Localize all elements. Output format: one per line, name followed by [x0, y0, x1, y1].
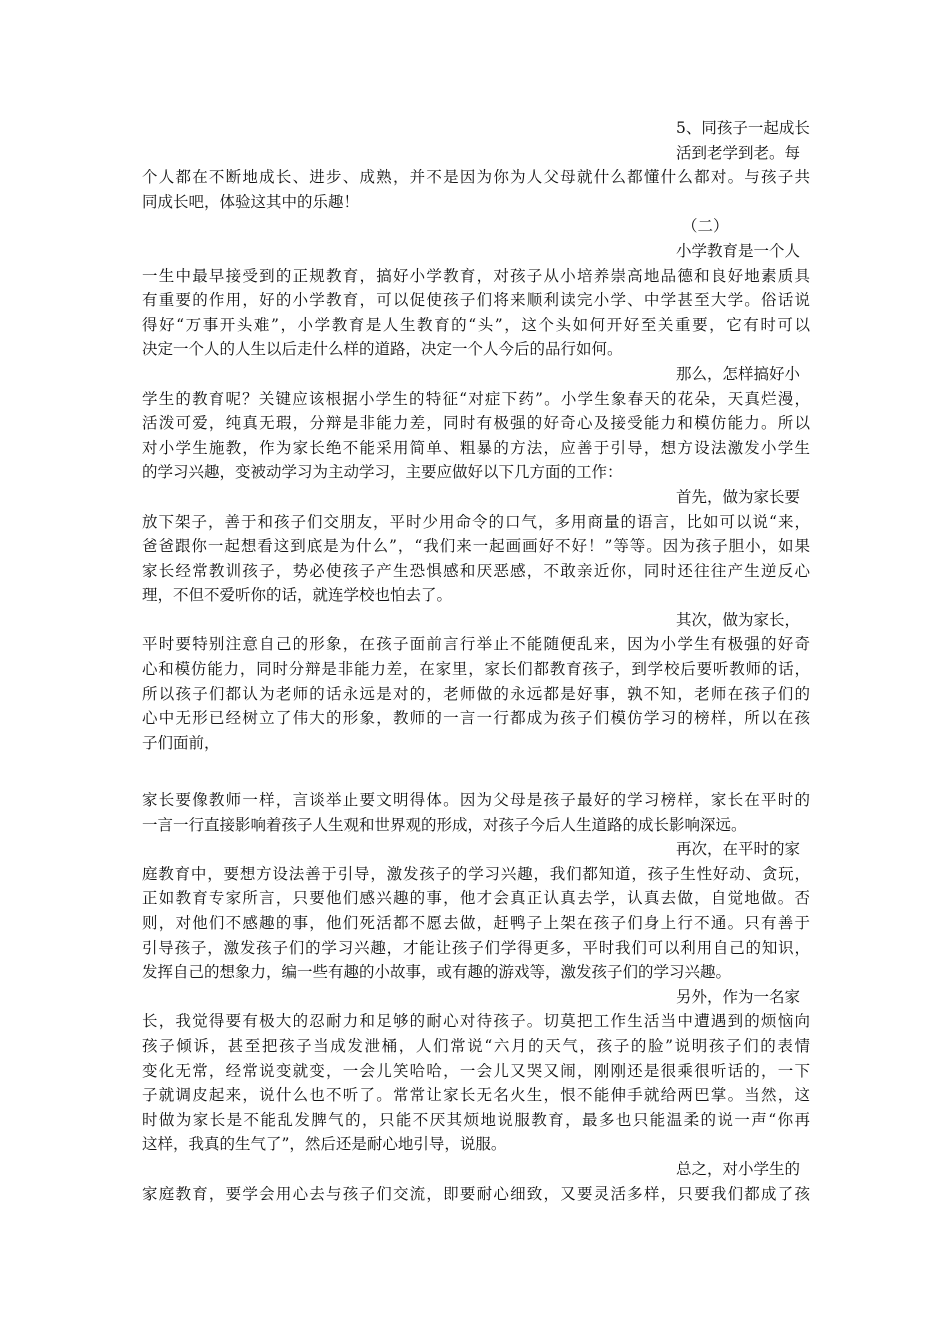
text-line: 决定一个人的人生以后走什么样的道路，决定一个人今后的品行如何。	[142, 340, 623, 359]
text-line: 有重要的作用，好的小学教育，可以促使孩子们将来顺利读完小学、中学甚至大学。俗话说	[142, 291, 810, 310]
text-line: 变化无常，经常说变就变，一会儿笑哈哈，一会儿又哭又闹，刚刚还是很乘很听话的，一下	[142, 1061, 810, 1080]
text-line: 首先，做为家长要	[676, 487, 801, 506]
text-line: 庭教育中，要想方设法善于引导，激发孩子的学习兴趣，我们都知道，孩子生性好动、贪玩，	[142, 864, 810, 883]
text-line: 这样，我真的生气了”，然后还是耐心地引导，说服。	[142, 1135, 507, 1154]
text-line: 另外，作为一名家	[676, 987, 801, 1006]
text-line: 子们面前，	[142, 733, 220, 752]
text-line: 爸爸跟你一起想看这到底是为什么”，“我们来一起画画好不好！”等等。因为孩子胆小，如果	[142, 537, 810, 556]
text-line: 子就调皮起来，说什么也不听了。常常让家长无名火生，恨不能伸手就给两巴掌。当然，这	[142, 1086, 810, 1105]
text-line: 发挥自己的想象力，编一些有趣的小故事，或有趣的游戏等，激发孩子们的学习兴趣。	[142, 963, 732, 982]
text-block-1	[142, 116, 810, 755]
text-line: 则，对他们不感趣的事，他们死活都不愿去做，赶鸭子上架在孩子们身上行不通。只有善于	[142, 913, 810, 932]
text-line: 对小学生施教，作为家长绝不能采用简单、粗暴的方法，应善于引导，想方设法激发小学生	[142, 438, 810, 457]
text-line: 再次，在平时的家	[676, 840, 801, 859]
text-line: 放下架子，善于和孩子们交朋友，平时少用命令的口气，多用商量的语言，比如可以说“来，	[142, 512, 810, 531]
text-line: 所以孩子们都认为老师的话永远是对的，老师做的永远都是好事，孰不知，老师在孩子们的	[142, 684, 810, 703]
text-line: 平时要特别注意自己的形象，在孩子面前言行举止不能随便乱来，因为小学生有极强的好奇	[142, 635, 810, 654]
text-line: 小学教育是一个人	[676, 241, 801, 260]
text-line: 时做为家长是不能乱发脾气的，只能不厌其烦地说服教育，最多也只能温柔的说一声“你再	[142, 1110, 810, 1129]
text-line: 总之，对小学生的	[676, 1159, 801, 1178]
text-line: 同成长吧，体验这其中的乐趣！	[142, 192, 360, 211]
text-line: 孩子倾诉，甚至把孩子当成发泄桶，人们常说“六月的天气，孩子的脸”说明孩子们的表情	[142, 1036, 810, 1055]
text-line: 引导孩子，激发孩子们的学习兴趣，才能让孩子们学得更多，平时我们可以利用自己的知识，	[142, 938, 810, 957]
text-line: 个人都在不断地成长、进步、成熟，并不是因为你为人父母就什么都懂什么都对。与孩子共	[142, 168, 810, 187]
text-line: 那么，怎样搞好小	[676, 364, 801, 383]
text-line: 活泼可爱，纯真无瑕，分辩是非能力差，同时有极强的好奇心及接受能力和模仿能力。所以	[142, 414, 810, 433]
text-line: 活到老学到老。每	[676, 143, 801, 162]
text-line: 理，不但不爱听你的话，就连学校也怕去了。	[142, 586, 453, 605]
text-line: 其次，做为家长，	[676, 610, 801, 629]
text-line: 长，我觉得要有极大的忍耐力和足够的耐心对待孩子。切莫把工作生活当中遭遇到的烦恼向	[142, 1012, 810, 1031]
text-line: 学生的教育呢？关键应该根据小学生的特征“对症下药”。小学生象春天的花朵，天真烂漫，	[142, 389, 810, 408]
text-line: 心和模仿能力，同时分辩是非能力差，在家里，家长们都教育孩子，到学校后要听教师的话，	[142, 660, 810, 679]
text-line: 家长经常教训孩子，势必使孩子产生恐惧感和厌恶感，不敢亲近你，同时还往往产生逆反心	[142, 561, 810, 580]
text-line: 家庭教育，要学会用心去与孩子们交流，即要耐心细致，又要灵活多样，只要我们都成了孩	[142, 1184, 810, 1203]
text-line: 一生中最早接受到的正规教育，搞好小学教育，对孩子从小培养崇高地品德和良好地素质具	[142, 266, 810, 285]
text-line: 正如教育专家所言，只要他们感兴趣的事，他才会真正认真去学，认真去做，自觉地做。否	[142, 889, 810, 908]
text-line: 家长要像教师一样，言谈举止要文明得体。因为父母是孩子最好的学习榜样，家长在平时的	[142, 791, 810, 809]
text-block-2	[142, 788, 810, 1206]
text-line: 一言一行直接影响着孩子人生观和世界观的形成，对孩子今后人生道路的成长影响深远。	[142, 815, 747, 834]
text-line: 5、同孩子一起成长	[676, 119, 810, 137]
text-line: 的学习兴趣，变被动学习为主动学习，主要应做好以下几方面的工作：	[142, 463, 623, 482]
text-line: 得好“万事开头难”，小学教育是人生教育的“头”，这个头如何开好至关重要，它有时可以	[142, 315, 810, 334]
text-line: （二）	[682, 217, 729, 236]
text-line: 心中无形已经树立了伟大的形象，教师的一言一行都成为孩子们模仿学习的榜样，所以在孩	[142, 709, 810, 728]
